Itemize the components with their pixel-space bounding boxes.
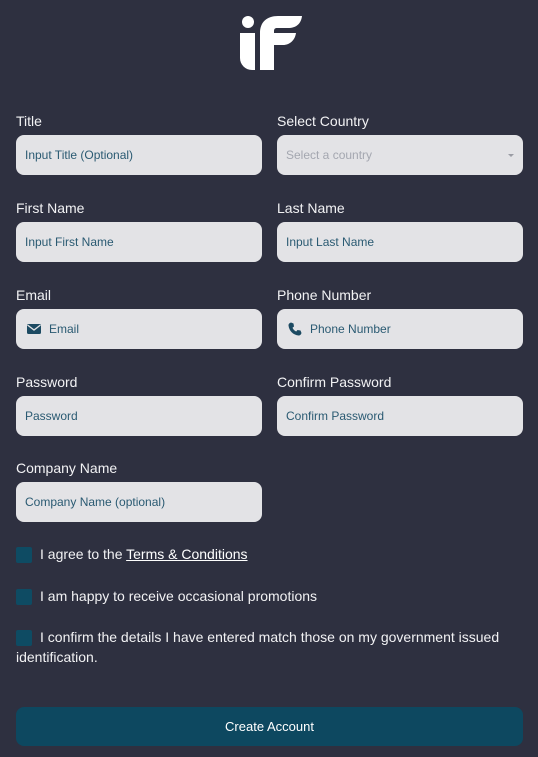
terms-link[interactable]: Terms & Conditions <box>126 546 248 562</box>
email-label: Email <box>16 287 52 303</box>
title-label: Title <box>16 113 42 129</box>
last-name-label: Last Name <box>277 200 345 216</box>
if-logo-icon <box>240 16 302 70</box>
email-input[interactable] <box>16 309 262 349</box>
promotions-text: I am happy to receive occasional promotions <box>40 588 318 604</box>
first-name-input[interactable] <box>16 222 262 262</box>
phone-icon <box>288 322 302 336</box>
first-name-label: First Name <box>16 200 85 216</box>
company-name-input[interactable] <box>16 482 262 522</box>
create-account-button[interactable]: Create Account <box>16 707 523 746</box>
password-input[interactable] <box>16 396 262 436</box>
password-label: Password <box>16 374 78 390</box>
terms-prefix: I agree to the <box>40 546 127 562</box>
last-name-input[interactable] <box>277 222 523 262</box>
phone-input[interactable] <box>277 309 523 349</box>
identity-text: I confirm the details I have entered match those on my government issued identification. <box>16 629 500 665</box>
country-select[interactable] <box>277 135 523 175</box>
terms-text <box>16 544 516 564</box>
country-select-placeholder: Select a country <box>286 148 373 162</box>
country-label: Select Country <box>277 113 369 129</box>
confirm-password-input[interactable] <box>277 396 523 436</box>
caret-down-icon <box>508 154 514 157</box>
envelope-icon <box>27 322 41 336</box>
title-input[interactable] <box>16 135 262 175</box>
confirm-password-label: Confirm Password <box>277 374 392 390</box>
phone-label: Phone Number <box>277 287 372 303</box>
company-name-label: Company Name <box>16 460 118 476</box>
